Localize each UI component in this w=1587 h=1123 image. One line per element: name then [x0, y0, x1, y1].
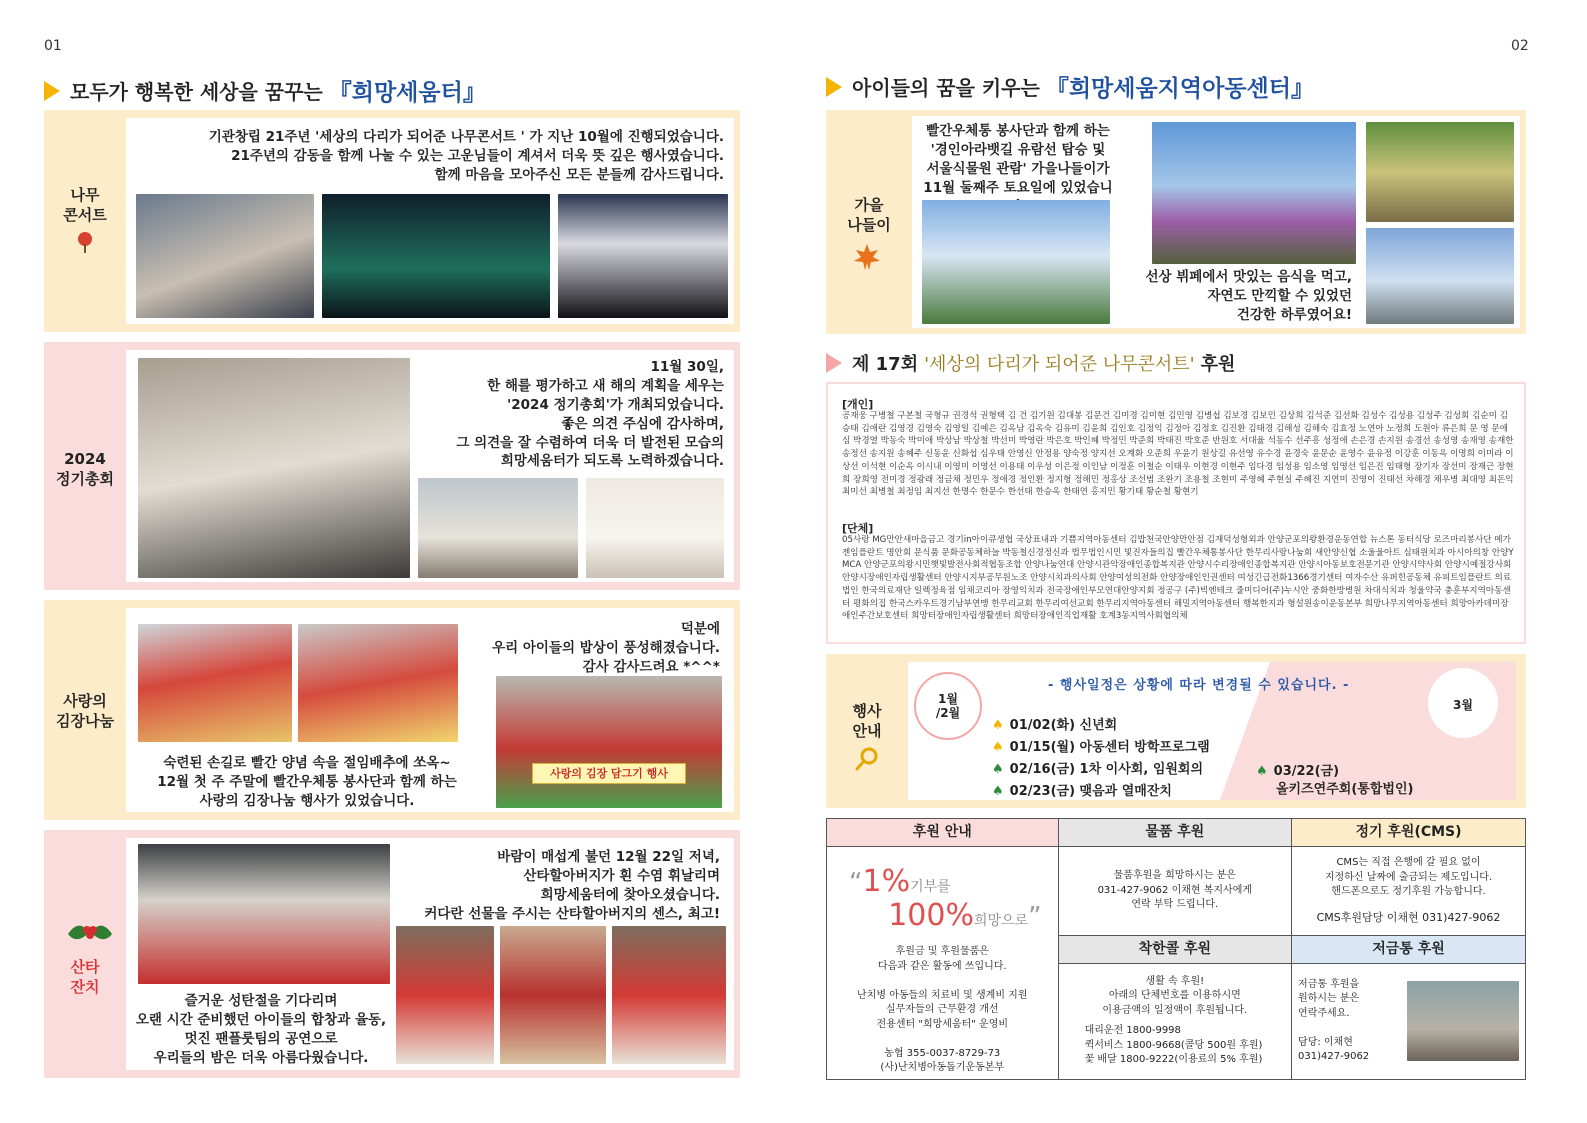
schedule-item-3: ♠ 02/16(금) 1차 이사회, 임원회의	[992, 762, 1204, 777]
kimchi-section	[44, 600, 740, 820]
title-prefix: 모두가 행복한 세상을 꿈꾸는	[70, 80, 323, 104]
sponsors-triangle-icon	[826, 353, 842, 373]
schedule-item-4: ♠ 02/23(금) 맺음과 열매잔치	[992, 784, 1172, 799]
assembly-label: 2024 정기총회	[56, 450, 114, 488]
assembly-photo-1	[138, 358, 410, 578]
holly-icon	[66, 920, 114, 946]
title-triangle-icon	[44, 81, 60, 101]
autumn-content	[912, 116, 1520, 328]
kimchi-photo-3	[496, 676, 722, 808]
slogan-1pct: 1%	[862, 864, 911, 899]
slogan-100pct: 100%	[888, 897, 974, 933]
schedule-item-2-text: 01/15(월) 아동센터 방학프로그램	[1009, 740, 1210, 755]
maple-leaf-icon	[852, 242, 882, 272]
assembly-content	[126, 350, 734, 582]
title-prefix-right: 아이들의 꿈을 키우는	[852, 76, 1040, 100]
santa-label: 산타 잔치	[70, 958, 100, 996]
autumn-photo-1	[922, 200, 1110, 324]
goods-donation-text: 물품후원을 희망하시는 분은 031-427-9062 이채현 복지사에게 연락 부탁 드립니다.	[1058, 847, 1291, 936]
autumn-outro-text: 선상 뷔페에서 맛있는 음식을 먹고, 자연도 만끽할 수 있었던 건강한 하루였어요!	[1145, 269, 1352, 323]
left-page-title	[44, 74, 486, 107]
concert-text: 기관창립 21주년 '세상의 다리가 되어준 나무콘서트 ' 가 지난 10월에 진행되었습니다. 21주년의 감동을 함께 나눌 수 있는 고운님들이 계셔서 더욱 뜻 깊은 행사였습니다. 함께 마음을 모아주신 모든 분들께 감사드립니다.	[208, 129, 724, 183]
kimchi-photo-2	[298, 624, 458, 742]
title-highlight: 『희망세움터』	[328, 80, 486, 106]
kimchi-label: 사랑의 김장나눔	[56, 692, 114, 730]
goods-donation-header: 물품 후원	[1058, 819, 1291, 847]
kimchi-thanks-text: 덕분에 우리 아이들의 밥상이 풍성해졌습니다. 감사 감사드려요 *^^*	[492, 621, 720, 675]
call-donation-text: 생활 속 후원! 아래의 단체번호를 이용하시면 이용금액의 일정액이 후원됩니다.	[1102, 975, 1248, 1016]
right-page-title	[826, 70, 1314, 103]
piggy-bank-photo	[1407, 981, 1519, 1061]
concert-photo-1	[136, 194, 314, 318]
concert-label: 나무 콘서트	[63, 186, 107, 224]
donation-guide-text: 후원금 및 후원물품은 다음과 같은 활동에 쓰입니다. 난치병 아동들의 치료비 및 생계비 지원 실무자들의 근무환경 개선 전용센터 "희망세움터" 운영비 농협 355-0037-8729-73 (사)난치병아동돕기운동본부	[857, 946, 1028, 1073]
individual-header: [개인]	[842, 398, 874, 411]
autumn-intro-text: 빨간우체통 봉사단과 함께 하는 '경인아라뱃길 유람선 탑승 및 서울식물원 관람' 가을나들이가 11월 둘째주 토요일에 있었습니	[923, 123, 1113, 196]
donation-guide-cell	[827, 847, 1059, 1080]
magnifier-icon	[854, 746, 880, 772]
kimchi-photo-1	[138, 624, 292, 742]
kimchi-description: 숙련된 손길로 빨간 양념 속을 절임배추에 쏘옥~ 12월 첫 주 주말에 빨간우체통 봉사단과 함께 하는 사랑의 김장나눔 행사가 있었습니다.	[157, 755, 457, 809]
autumn-section	[826, 110, 1526, 334]
schedule-item-2: ♠ 01/15(월) 아동센터 방학프로그램	[992, 740, 1210, 755]
assembly-photo-2	[418, 478, 578, 578]
schedule-item-3-text: 02/16(금) 1차 이사회, 임원회의	[1009, 762, 1204, 777]
kimchi-banner: 사랑의 김장 담그기 행사	[532, 763, 686, 784]
schedule-item-1-text: 01/02(화) 신년회	[1009, 718, 1118, 733]
assembly-section	[44, 342, 740, 590]
kimchi-content	[126, 608, 734, 812]
sponsors-list-box	[826, 382, 1526, 644]
page-number-right: 02	[1511, 38, 1529, 54]
month-right: 3월	[1453, 698, 1473, 712]
assembly-text: 11월 30일, 한 해를 평가하고 새 해의 계획을 세우는 '2024 정기총회'가 개최되었습니다. 좋은 의견 주심에 감사하며, 그 의견을 잘 수렴하여 더욱 더 발전된 모습의 희망세움터가 되도록 노력하겠습니다.	[456, 359, 724, 470]
title-highlight-right: 『희망세움지역아동센터』	[1045, 76, 1314, 102]
sponsors-title-prefix: 제 17회	[852, 354, 919, 375]
santa-content	[126, 838, 734, 1070]
santa-arrival-text: 바람이 매섭게 불던 12월 22일 저녁, 산타할아버지가 흰 수염 휘날리며 희망세움터에 찾아오셨습니다. 커다란 선물을 주시는 산타할아버지의 센스, 최고!	[424, 849, 720, 922]
schedule-item-5: ♠ 03/22(금)	[1256, 764, 1340, 779]
santa-photo-3	[500, 926, 606, 1064]
slogan-line-1: “1%기부를	[849, 864, 951, 899]
title-triangle-icon-right	[826, 77, 842, 97]
cms-contact: CMS후원담당 이채현 031)427-9062	[1316, 910, 1501, 924]
donation-guide-header: 후원 안내	[827, 819, 1059, 847]
schedule-label: 행사 안내	[852, 702, 882, 740]
schedule-content	[908, 662, 1516, 800]
bank-donation-header: 저금통 후원	[1292, 935, 1526, 963]
schedule-item-5-date: 03/22(금)	[1273, 764, 1340, 779]
santa-photo-2	[396, 926, 494, 1064]
santa-photo-1	[138, 844, 390, 984]
group-names: 05사랑 MG만안새마을금고 경기in아이큐생협 국상표내과 기쁨지역아동센터 김밥천국안양만안점 김재덕성형외과 안양군포의왕환경운동연합 뉴스톤 동터식당 로즈마리봉사단 메가젠임플란트 명안회 문식품 문화공동체하늘 박동철신경정신과 법무법인시민 빛진자들의집 빨간우체통봉사단 한무리사랑나눔회 새안양신협 소울울아트 심태원치과 아시아의창 안양YMCA 안양군포의왕시민햇빛발전사회적협동조합 안양나눔연대 안양시관악장애인종합복지관 안양시수리장애인종합복지관 안양시아동보호전문기관 안양시약사회 안양시예절강사회 안양시장애인자립생활센터 안양시지부공무원노조 안양시치과의사회 안양여성의전화 안양장애인인권센터 여성긴급전화1366경기센터 여자수산 유퍼힌공동체 유피트임플란트 의료법인 한국의료재단 일렉정육점 임채코리아 장영익치과 전국장애인부모연대안양지회 정공구 (주)빅엔테크 줄미디어(주)누시안 중화한방병원 차대식치과 청울약국 충훈부지역아동센터 평화의집 한국스카우트경기남부연맹 한무리교회 한무리여선교회 한무리지역아동센터 해밀지역아동센터 행복한지과 형설원송이운동본부 희망나무지역아동센터 희망아카데미장애인주간보호센터 희망터장애인자립생활센터 희망터장애인직업재활 호계3동지역사회협의체	[842, 535, 1514, 622]
bank-donation-text: 저금통 후원을 원하시는 분은 연락주세요. 담당: 이채현 031)427-9062	[1298, 978, 1370, 1063]
assembly-photo-3	[586, 478, 724, 578]
sponsors-title	[826, 350, 1235, 376]
schedule-section	[826, 654, 1526, 808]
call-donation-cell	[1058, 963, 1291, 1079]
schedule-notice: - 행사일정은 상황에 따라 변경될 수 있습니다. -	[1048, 678, 1350, 693]
bank-donation-cell	[1292, 963, 1526, 1079]
autumn-photo-2	[1152, 122, 1356, 264]
sponsors-title-suffix: 후원	[1200, 354, 1236, 375]
group-header: [단체]	[842, 522, 874, 535]
autumn-label: 가을 나들이	[847, 196, 891, 234]
call-donation-header: 착한콜 후원	[1058, 935, 1291, 963]
call-donation-list: 대리운전 1800-9998 퀵서비스 1800-9668(콜당 500원 후원) 꽃 배달 1800-9222(이용료의 5% 후원)	[1084, 1025, 1263, 1066]
slogan-1pct-suffix: 기부를	[910, 879, 951, 895]
donation-table	[826, 818, 1526, 1080]
sponsors-title-highlight: '세상의 다리가 되어준 나무콘서트'	[924, 354, 1195, 375]
santa-photo-4	[612, 926, 726, 1064]
santa-section	[44, 830, 740, 1078]
concert-photo-2	[322, 194, 550, 318]
concert-photo-3	[558, 194, 728, 318]
individual-names: 공재웅 구병철 구본철 국형규 권경석 권형택 김 건 김기원 김대봉 김문건 김미경 김미현 김민영 김병섭 김보경 김보민 김상희 김석준 김선화 김성수 김성용 김성주 김성회 김순미 김승태 김애란 김영경 김영숙 김영일 김예은 김옥남 김옥숙 김유미 김윤희 김인호 김정익 김정아 김정호 김진환 김태경 김해성 김해숙 김효정 노연아 노정희 도원아 류은희 문 영 문애심 박경열 박동숙 박미애 박상남 박상철 박선미 박영란 박은호 박인혜 박정민 박준희 박태진 박호준 반원호 서대율 석동수 선주흥 성정애 손은경 손지원 송경선 송성영 송재영 송재한 송정선 송지원 송혜주 신동윤 신화섭 심우태 안영신 안정용 양숙정 양지선 오계화 오준희 우윤기 원상길 유선영 유수경 윤경숙 윤문순 윤영수 윤유정 이강훈 이동옥 이명희 이미라 이상선 이석현 이순옥 이시내 이영미 이영선 이용태 이우성 이은정 이인남 이정훈 이철순 이태우 이현경 이현주 임다경 임성용 임소영 임영선 임은진 임태형 장기자 장선미 장재근 장현희 장희영 전미경 정광래 정금채 정민우 정애경 정인환 정지형 정해민 정홍상 조선범 조완기 조용철 조현미 주영혜 주현실 주혜진 지연미 진영이 진태선 차해경 채우병 최대영 최돈익 최미선 최병철 최정임 최지선 한명수 한문수 한선태 한승옥 한태연 홍지민 황기태 황순철 황현기	[842, 411, 1514, 498]
santa-description: 즐거운 성탄절을 기다리며 오랜 시간 준비했던 아이들의 합창과 율동, 멋진 팬플룻팀의 공연으로 우리들의 밤은 더욱 아름다웠습니다.	[135, 993, 387, 1066]
schedule-item-1: ♠ 01/02(화) 신년회	[992, 718, 1118, 733]
autumn-photo-3	[1366, 122, 1514, 222]
schedule-item-5-desc: 올키즈연주회(통합법인)	[1276, 782, 1414, 797]
cms-donation-cell	[1292, 847, 1526, 936]
slogan-100pct-suffix: 희망으로	[973, 912, 1029, 929]
red-tree-icon	[73, 230, 97, 254]
autumn-photo-4	[1366, 228, 1514, 324]
cms-donation-text: CMS는 직접 은행에 갈 필요 없이 지정하신 날짜에 출금되는 제도입니다. 핸드폰으로도 정기후원 가능합니다.	[1324, 857, 1493, 898]
concert-content	[126, 118, 734, 324]
slogan-line-2: 100%희망으로”	[888, 897, 1042, 933]
cms-donation-header: 정기 후원(CMS)	[1292, 819, 1526, 847]
concert-section	[44, 110, 740, 332]
month-left: 1월 /2월	[935, 692, 961, 721]
page-number-left: 01	[44, 38, 62, 54]
schedule-item-4-text: 02/23(금) 맺음과 열매잔치	[1009, 784, 1172, 799]
